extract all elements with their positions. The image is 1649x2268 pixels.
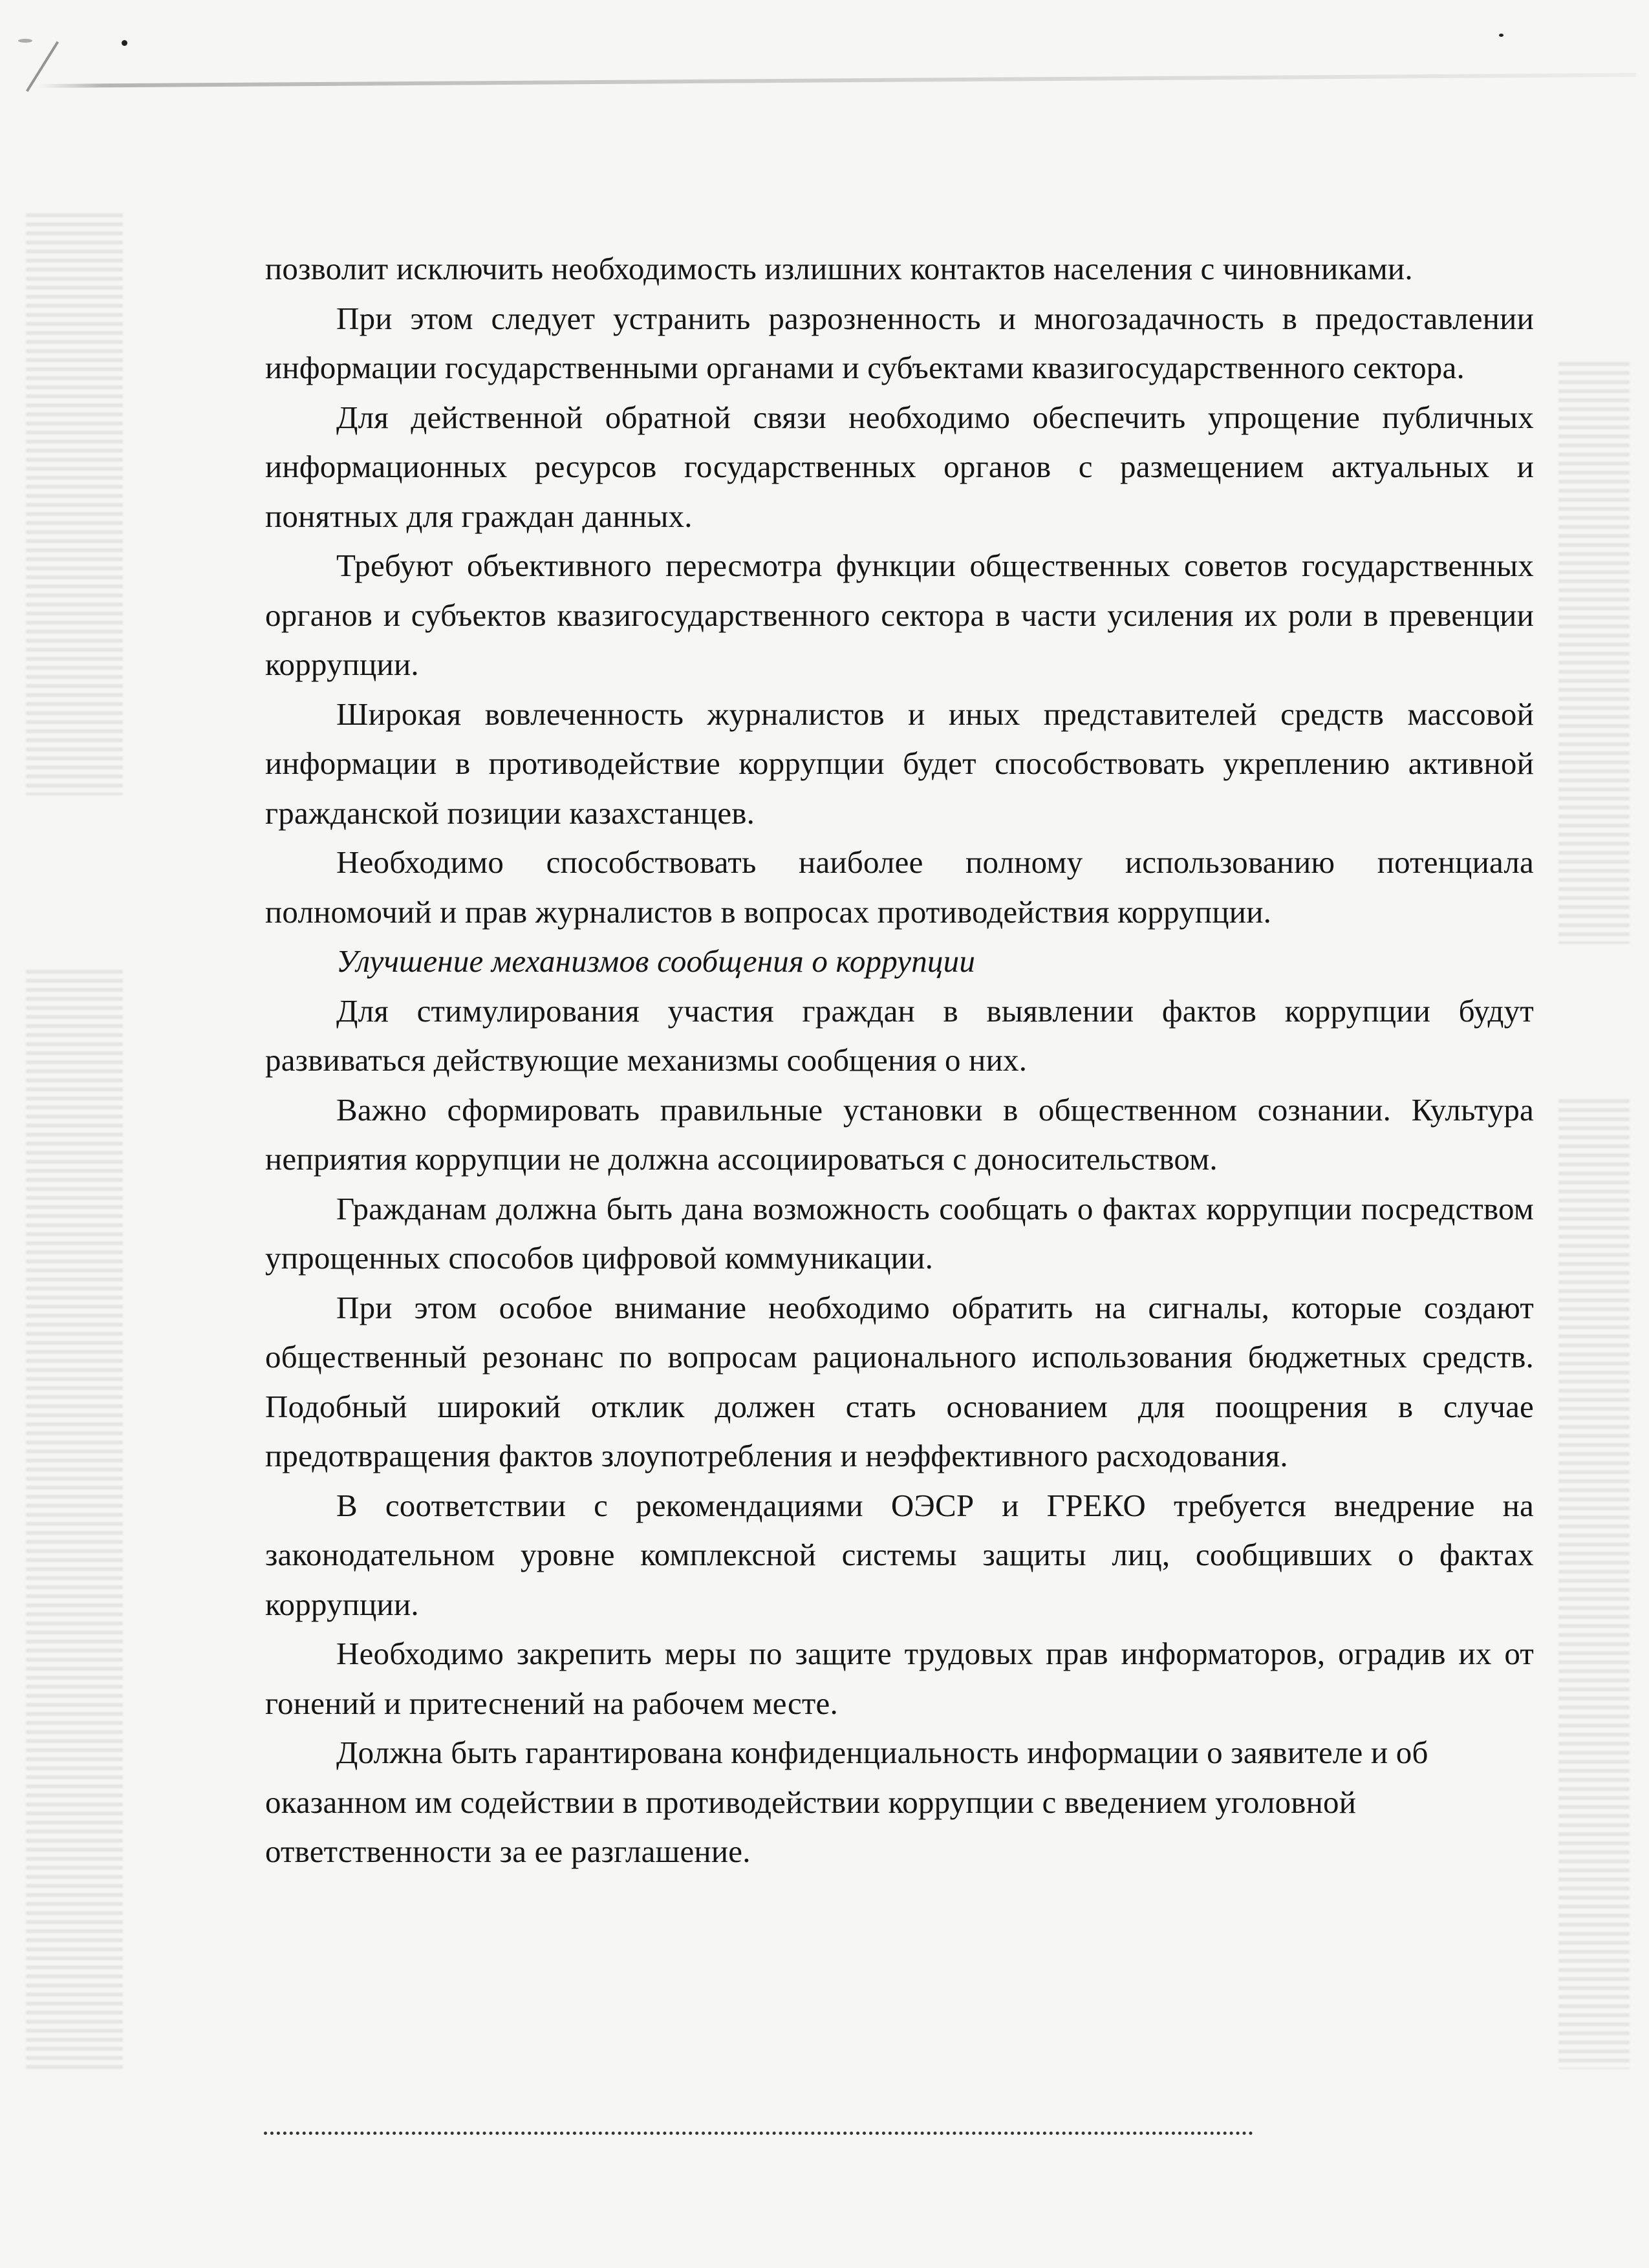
paragraph: Должна быть гарантирована конфиденциальность информации о заявителе и об оказанном им содействии в противодействии коррупции с введением уголовной ответственности за ее разглашение. (265, 1735, 1428, 1869)
scan-bleed-left (26, 213, 123, 795)
scan-bleed-left (26, 970, 123, 2069)
scan-bleed-right (1558, 1099, 1630, 2069)
paragraph: Для действенной обратной связи необходимо обеспечить упрощение публичных информационных ресурсов государственных органов с размещением актуальных и понятных для граждан данных. (265, 399, 1534, 534)
scan-edge-top (39, 73, 1636, 88)
paragraph: Важно сформировать правильные установки в общественном сознании. Культура неприятия коррупции не должна ассоциироваться с доносительством. (265, 1091, 1534, 1177)
paragraph: Необходимо способствовать наиболее полному использованию потенциала полномочий и прав журналистов в вопросах противодействия коррупции. (265, 844, 1534, 930)
document-body (265, 244, 1534, 1877)
underline-mark (264, 2132, 1253, 2135)
paragraph: Широкая вовлеченность журналистов и иных представителей средств массовой информации в противодействие коррупции будет способствовать укреплению активной гражданской позиции казахстанцев. (265, 696, 1534, 831)
paragraph: Требуют объективного пересмотра функции общественных советов государственных органов и субъектов квазигосударственного сектора в части усиления их роли в превенции коррупции. (265, 548, 1534, 682)
scan-speck (122, 40, 127, 46)
paragraph: позволит исключить необходимость излишних контактов населения с чиновниками. (265, 251, 1413, 286)
paragraph: Необходимо закрепить меры по защите трудовых прав информаторов, оградив их от гонений и притеснений на рабочем месте. (265, 1636, 1534, 1721)
section-heading: Улучшение механизмов сообщения о коррупции (336, 943, 976, 979)
scan-speck (1499, 34, 1503, 37)
paragraph: При этом следует устранить разрозненность и многозадачность в предоставлении информации государственными органами и субъектами квазигосударственного сектора. (265, 300, 1534, 385)
paragraph: Для стимулирования участия граждан в выявлении фактов коррупции будут развиваться действующие механизмы сообщения о них. (265, 992, 1534, 1078)
scan-bleed-right (1558, 362, 1630, 944)
paragraph: В соответствии с рекомендациями ОЭСР и ГРЕКО требуется внедрение на законодательном уровне комплексной системы защиты лиц, сообщивших о фактах коррупции. (265, 1487, 1534, 1622)
paragraph: При этом особое внимание необходимо обратить на сигналы, которые создают общественный резонанс по вопросам рационального использования бюджетных средств. Подобный широкий отклик должен стать основанием для поощрения в случае предотвращения фактов злоупотребления и неэффективного расходования. (265, 1289, 1534, 1473)
paragraph: Гражданам должна быть дана возможность сообщать о фактах коррупции посредством упрощенных способов цифровой коммуникации. (265, 1190, 1534, 1276)
scan-speck (18, 39, 32, 43)
